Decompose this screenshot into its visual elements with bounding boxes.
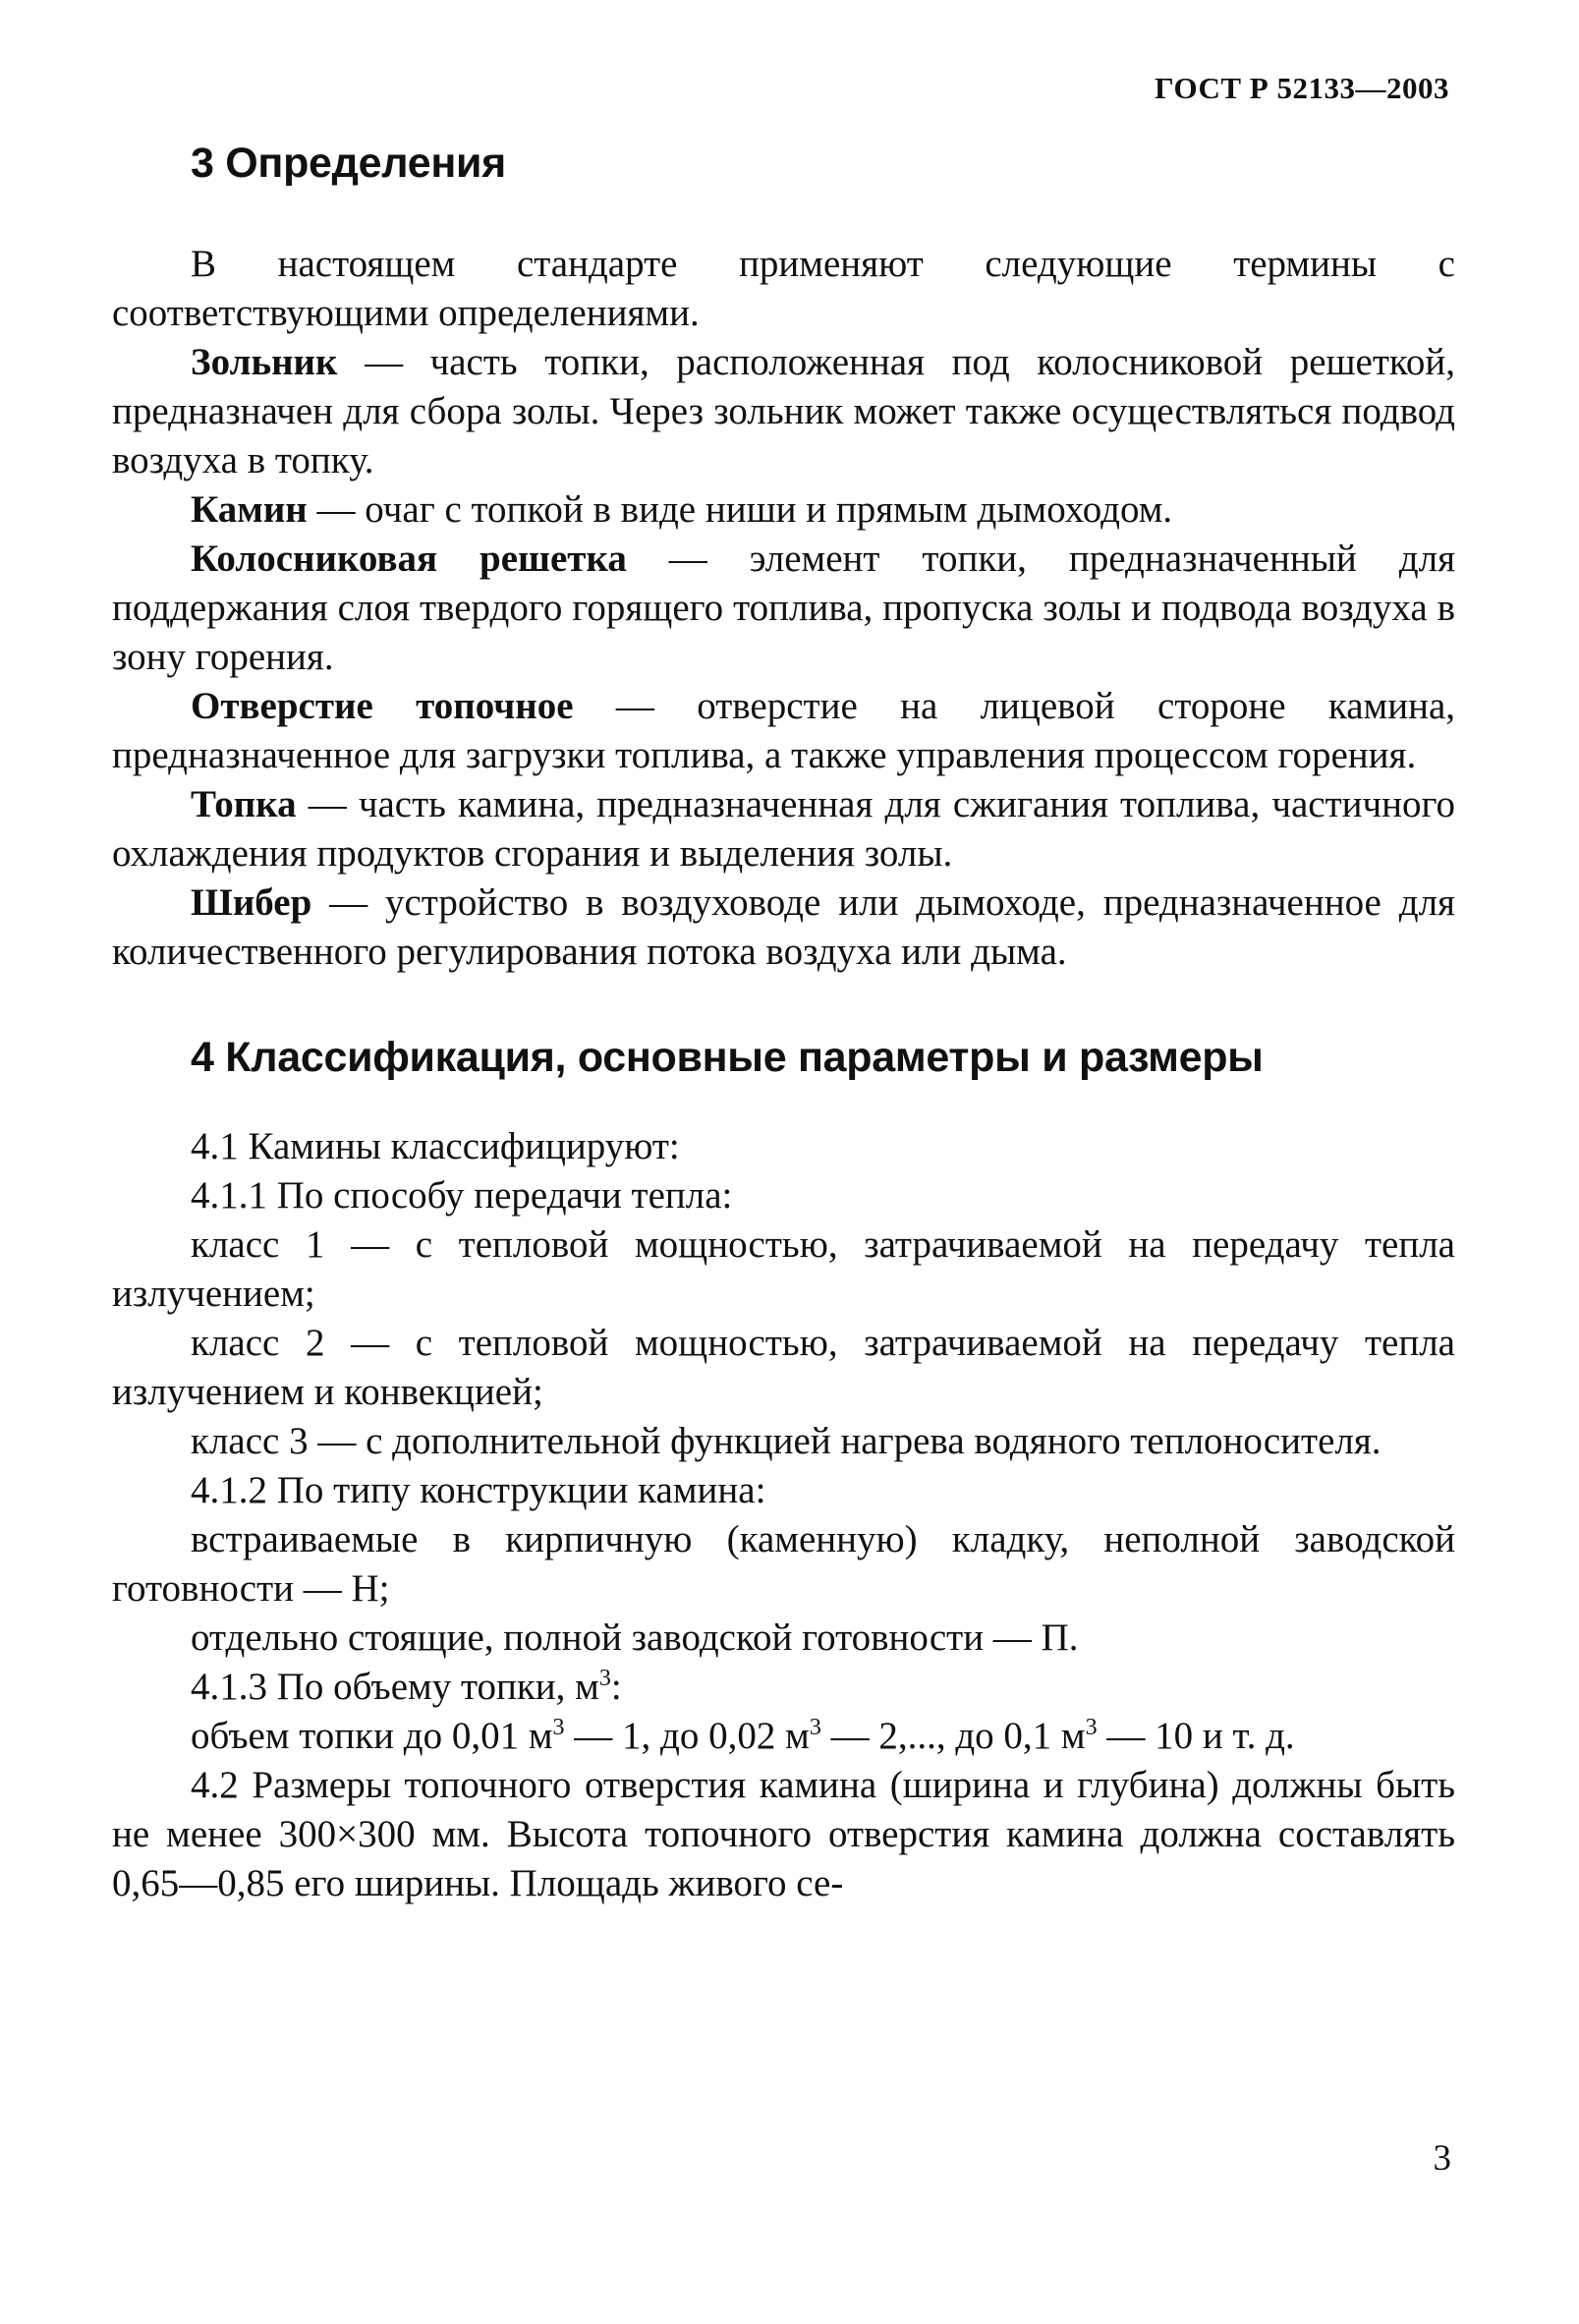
term-label: Топка — [191, 783, 297, 825]
superscript: 3 — [809, 1715, 821, 1740]
class-2-item: класс 2 — с тепловой мощностью, затрачиваемой на передачу тепла излучением и конвекцией; — [112, 1322, 1455, 1413]
volume-text-3: — 2,..., до 0,1 м — [820, 1715, 1086, 1757]
term-label: Отверстие топочное — [191, 685, 574, 727]
clause-4-1-2: 4.1.2 По типу конструкции камина: — [191, 1469, 766, 1511]
definition-text: — отверстие на лицевой стороне камина, предназначенное для загрузки топлива, а также управления процессом горения. — [112, 685, 1455, 776]
clause-4-1-3-colon: : — [610, 1666, 622, 1708]
definition-text: — элемент топки, предназначенный для поддержания слоя твердого горящего топлива, пропуска золы и подвода воздуха в зону горения. — [112, 538, 1456, 678]
clause-4-2: 4.2 Размеры топочного отверстия камина (ширина и глубина) должны быть не менее 300×300 мм. Высота топочного отверстия камина должна составлять 0,65—0,85 его ширины. Площадь живого се- — [112, 1764, 1455, 1904]
section-3-intro: В настоящем стандарте применяют следующие термины с соответствующими определениями. — [112, 243, 1455, 334]
definition-text: — часть камина, предназначенная для сжигания топлива, частичного охлаждения продуктов сгорания и выделения золы. — [112, 783, 1455, 875]
class-1-item: класс 1 — с тепловой мощностью, затрачиваемой на передачу тепла излучением; — [112, 1223, 1455, 1315]
definition-shiber — [112, 879, 1455, 977]
clause-4-1-3-text: 4.1.3 По объему топки, м — [191, 1666, 599, 1708]
volume-text-4: — 10 и т. д. — [1097, 1715, 1295, 1757]
term-label: Камин — [191, 488, 308, 531]
section-3-title: 3 Определения — [191, 140, 506, 187]
clause-4-1: 4.1 Камины классифицируют: — [191, 1125, 680, 1167]
volume-text-2: — 1, до 0,02 м — [564, 1715, 810, 1757]
definition-topka — [112, 780, 1455, 879]
page-content — [112, 138, 1455, 1908]
section-4-title: 4 Классификация, основные параметры и размеры — [191, 1034, 1264, 1081]
built-in-type: встраиваемые в кирпичную (каменную) кладку, неполной заводской готовности — Н; — [112, 1518, 1455, 1610]
superscript: 3 — [598, 1666, 611, 1691]
superscript: 3 — [1085, 1715, 1098, 1740]
definition-kamin — [112, 485, 1455, 535]
class-3-item: класс 3 — с дополнительной функцией нагрева водяного теплоносителя. — [191, 1420, 1382, 1462]
term-label: Зольник — [191, 341, 338, 383]
definition-otverstie-topochnoe — [112, 682, 1455, 780]
definition-zolnik — [112, 338, 1455, 485]
definition-text: — часть топки, расположенная под колосниковой решеткой, предназначен для сбора золы. Через зольник может также осуществляться подвод воздуха в топку. — [112, 341, 1455, 482]
standalone-type: отдельно стоящие, полной заводской готовности — П. — [191, 1616, 1079, 1659]
standard-header: ГОСТ Р 52133—2003 — [1155, 71, 1449, 105]
clause-4-1-3 — [112, 1663, 1455, 1712]
page-number: 3 — [1433, 2138, 1451, 2179]
superscript: 3 — [552, 1715, 565, 1740]
volume-scale — [112, 1712, 1455, 1761]
clause-4-1-1: 4.1.1 По способу передачи тепла: — [191, 1174, 733, 1217]
volume-text-1: объем топки до 0,01 м — [191, 1715, 553, 1757]
definition-text: — устройство в воздуховоде или дымоходе, предназначенное для количественного регулирования потока воздуха или дыма. — [112, 881, 1455, 973]
term-label: Шибер — [191, 881, 312, 924]
term-label: Колосниковая решетка — [191, 538, 627, 580]
definition-text: — очаг с топкой в виде ниши и прямым дымоходом. — [307, 488, 1173, 531]
definition-kolosnikovaya-reshetka — [112, 535, 1455, 682]
